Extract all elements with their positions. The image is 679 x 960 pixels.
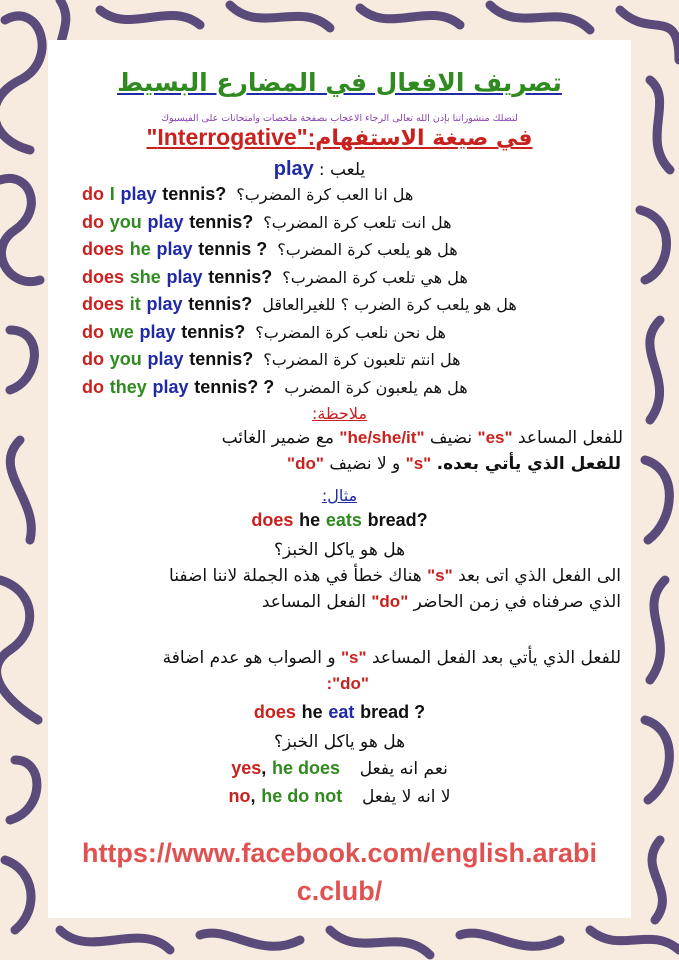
example-rest: tennis? — [162, 184, 227, 204]
example-rest: tennis? ? — [194, 376, 275, 397]
example-label: مثال: — [321, 486, 358, 505]
example-verb: play — [147, 349, 184, 369]
example-rest: tennis ? — [198, 239, 268, 259]
content-card — [48, 40, 631, 918]
example-rest: tennis? — [208, 266, 273, 287]
right-sentence: does he eat bread ? — [253, 702, 426, 722]
example-verb: play — [139, 321, 176, 342]
example-aux: do — [82, 349, 104, 369]
example-translation: هل هم يلعبون كرة المضرب — [284, 377, 468, 397]
example-row — [82, 239, 623, 260]
example-row — [82, 377, 623, 398]
note-line-1: مع ضمير الغائب "he/she/it" نضيف "es" للفعل المساعد — [221, 428, 623, 448]
example-rest: tennis? — [181, 321, 246, 342]
example-subject: they — [109, 376, 147, 397]
example-row — [82, 349, 623, 370]
section-heading: "Interrogative":في صيغة الاستفهام — [146, 124, 533, 151]
example-verb: play — [146, 294, 183, 314]
example-verb: play — [156, 239, 193, 259]
example-translation: هل نحن نلعب كرة المضرب؟ — [255, 322, 446, 342]
verb-definition: play يلعب : — [273, 158, 366, 180]
example-aux: do — [82, 321, 104, 342]
right-explanation-2: :"do" — [326, 674, 369, 693]
right-explanation-1: و الصواب هو عدم اضافة "s" للفعل الذي يأتي بعد الفعل المساعد — [162, 648, 621, 668]
note-label: ملاحظة: — [311, 404, 368, 423]
wrong-explanation-2: الفعل المساعد "do" الذي صرفناه في زمن الحاضر — [261, 592, 621, 612]
example-aux: does — [82, 239, 125, 259]
example-subject: she — [129, 266, 161, 287]
no-answer: no, he do not لا انه لا يفعل — [228, 786, 451, 807]
facebook-url-line-1[interactable]: https://www.facebook.com/english.arabi — [81, 838, 598, 868]
facebook-url-line-2[interactable]: c.club/ — [296, 876, 383, 906]
example-aux: do — [82, 211, 104, 232]
example-rest: tennis? — [189, 349, 254, 369]
example-verb: play — [152, 376, 189, 397]
example-subject: it — [129, 294, 141, 314]
example-row — [82, 267, 623, 288]
example-subject: we — [109, 321, 134, 342]
note-line-2: "do" و لا نضيف "s" للفعل الذي يأتي بعده. — [287, 454, 621, 474]
subtitle: لتصلك منشوراتنا بإذن الله تعالى الرجاء الاعجاب بصفحة ملخصات وامتحانات على الفيسبوك — [161, 113, 518, 124]
example-translation: هل هو يلعب كرة المضرب؟ — [277, 240, 458, 259]
example-verb: play — [147, 211, 184, 232]
example-translation: هل هي تلعب كرة المضرب؟ — [282, 267, 468, 287]
wrong-translation: هل هو ياكل الخبز؟ — [273, 540, 406, 560]
title: تصريف الافعال في المضارع البسيط — [117, 68, 562, 97]
example-row — [82, 184, 623, 205]
example-subject: you — [109, 349, 142, 369]
wrong-explanation-1: هناك خطأ في هذه الجملة لاننا اضفنا "s" الى الفعل الذي اتى بعد — [169, 566, 621, 586]
example-subject: he — [129, 239, 151, 259]
example-aux: do — [82, 184, 104, 204]
yes-answer: yes, he does نعم انه يفعل — [231, 758, 448, 779]
example-subject: I — [109, 184, 115, 204]
example-row — [82, 212, 623, 233]
example-aux: does — [82, 266, 125, 287]
example-translation: هل انا العب كرة المضرب؟ — [236, 185, 414, 204]
example-rest: tennis? — [188, 294, 253, 314]
example-row — [82, 294, 623, 315]
example-subject: you — [109, 211, 142, 232]
example-verb: play — [120, 184, 157, 204]
example-translation: هل انتم تلعبون كرة المضرب؟ — [263, 350, 461, 369]
example-row — [82, 322, 623, 343]
example-rest: tennis? — [189, 211, 254, 232]
example-translation: هل انت تلعب كرة المضرب؟ — [263, 212, 452, 232]
example-verb: play — [166, 266, 203, 287]
right-translation: هل هو ياكل الخبز؟ — [273, 732, 406, 752]
wrong-sentence: does he eats bread? — [251, 510, 428, 530]
example-translation: هل هو يلعب كرة الضرب ؟ للغيرالعاقل — [262, 295, 517, 314]
example-aux: do — [82, 376, 104, 397]
example-aux: does — [82, 294, 125, 314]
